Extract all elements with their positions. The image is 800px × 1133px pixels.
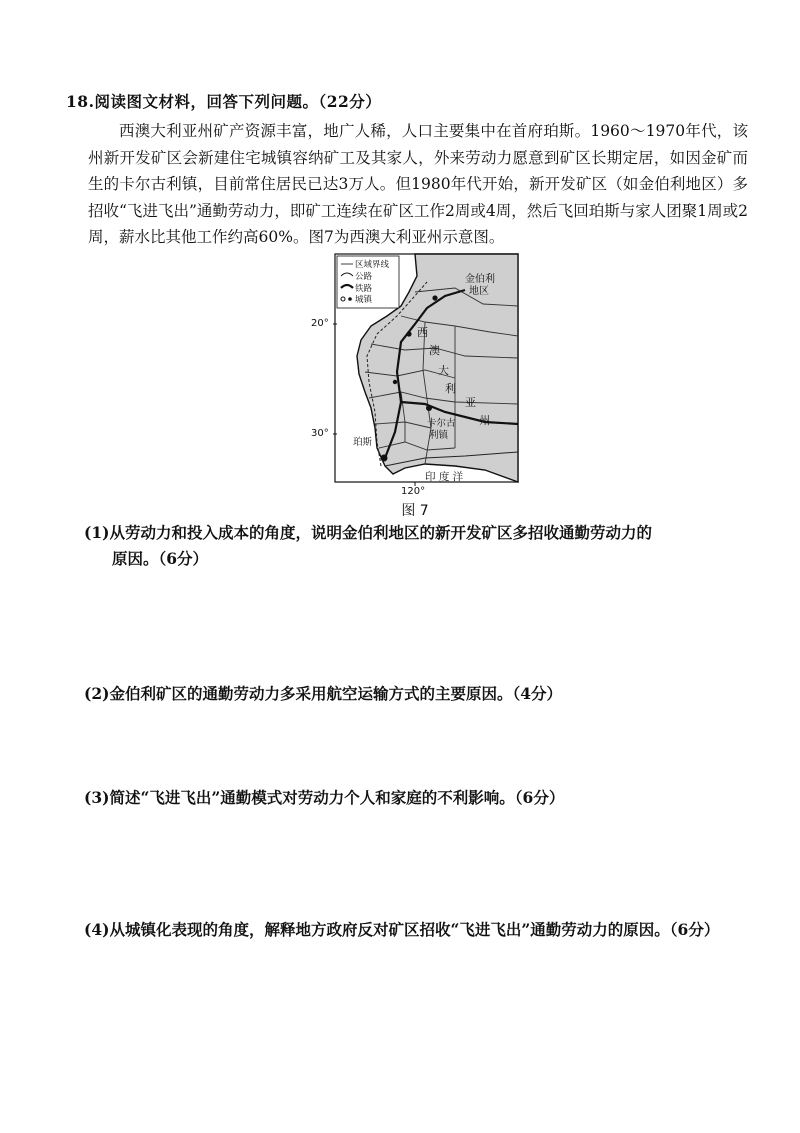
town-dot <box>393 380 397 384</box>
legend-road: 公路 <box>355 272 373 282</box>
sub-question-1-line2: 原因。（6分） <box>112 549 209 568</box>
lat-30-label: 30° <box>311 428 329 439</box>
kalgoorlie-dot <box>426 405 432 411</box>
passage <box>88 118 748 251</box>
answer-space-2[interactable] <box>84 710 744 780</box>
label-perth: 珀斯 <box>353 437 373 448</box>
label-state-1: 西 <box>417 326 428 339</box>
sub-question-2 <box>84 681 744 707</box>
label-kimberley-1: 金伯利 <box>465 274 495 285</box>
sub-question-4-line1: (4)从城镇化表现的角度，解释地方政府反对矿区招收“飞进飞出”通勤劳动力的原因。（6分） <box>84 920 720 939</box>
figure-caption: 图 7 <box>401 503 429 519</box>
label-state-3: 大 <box>438 364 449 377</box>
legend-town-symbol <box>348 297 352 301</box>
legend-railway: 铁路 <box>355 284 373 294</box>
lon-120-label: 120° <box>401 486 426 497</box>
label-state-4: 利 <box>445 382 456 395</box>
sub-question-4 <box>84 917 744 943</box>
label-kalgoorlie-2: 利镇 <box>429 430 449 441</box>
town-dot <box>406 331 411 336</box>
sub-question-1-line1: (1)从劳动力和投入成本的角度，说明金伯利地区的新开发矿区多招收通勤劳动力的 <box>84 523 652 542</box>
sub-question-2-line1: (2)金伯利矿区的通勤劳动力多采用航空运输方式的主要原因。（4分） <box>84 684 562 703</box>
lat-20-label: 20° <box>311 318 329 329</box>
western-australia-map <box>305 252 525 497</box>
question-title: 18.阅读图文材料，回答下列问题。（22分） <box>66 92 382 111</box>
legend-town: 城镇 <box>355 295 373 305</box>
label-state-6: 州 <box>479 414 490 427</box>
sub-question-3-line1: (3)简述“飞进飞出”通勤模式对劳动力个人和家庭的不利影响。（6分） <box>84 788 565 807</box>
label-state-5: 亚 <box>465 396 476 409</box>
label-kimberley-2: 地区 <box>469 286 489 297</box>
sub-question-3 <box>84 785 744 811</box>
town-dot <box>432 295 437 300</box>
passage-text: 西澳大利亚州矿产资源丰富，地广人稀，人口主要集中在首府珀斯。1960～1970年代，该州新开发矿区会新建住宅城镇容纳矿工及其家人，外来劳动力愿意到矿区长期定居，如因金矿而生的卡尔古利镇，目前常住居民已达3万人。但1980年代开始，新开发矿区（如金伯利地区）多招收“飞进飞出”通勤劳动力，即矿工连续在矿区工作2周或4周，然后飞回珀斯与家人团聚1周或2周，薪水比其他工作约高60%。图7为西澳大利亚州示意图。 <box>88 122 748 246</box>
perth-dot <box>381 455 388 462</box>
legend-boundary: 区域界线 <box>355 260 390 270</box>
label-kalgoorlie-1: 卡尔古 <box>427 418 456 429</box>
answer-space-1[interactable] <box>84 575 744 675</box>
label-state-2: 澳 <box>429 344 440 357</box>
map-figure <box>305 252 525 522</box>
label-ocean: 印 度 洋 <box>425 471 464 483</box>
sub-question-1 <box>84 520 744 572</box>
answer-space-4[interactable] <box>84 950 744 1100</box>
answer-space-3[interactable] <box>84 815 744 910</box>
